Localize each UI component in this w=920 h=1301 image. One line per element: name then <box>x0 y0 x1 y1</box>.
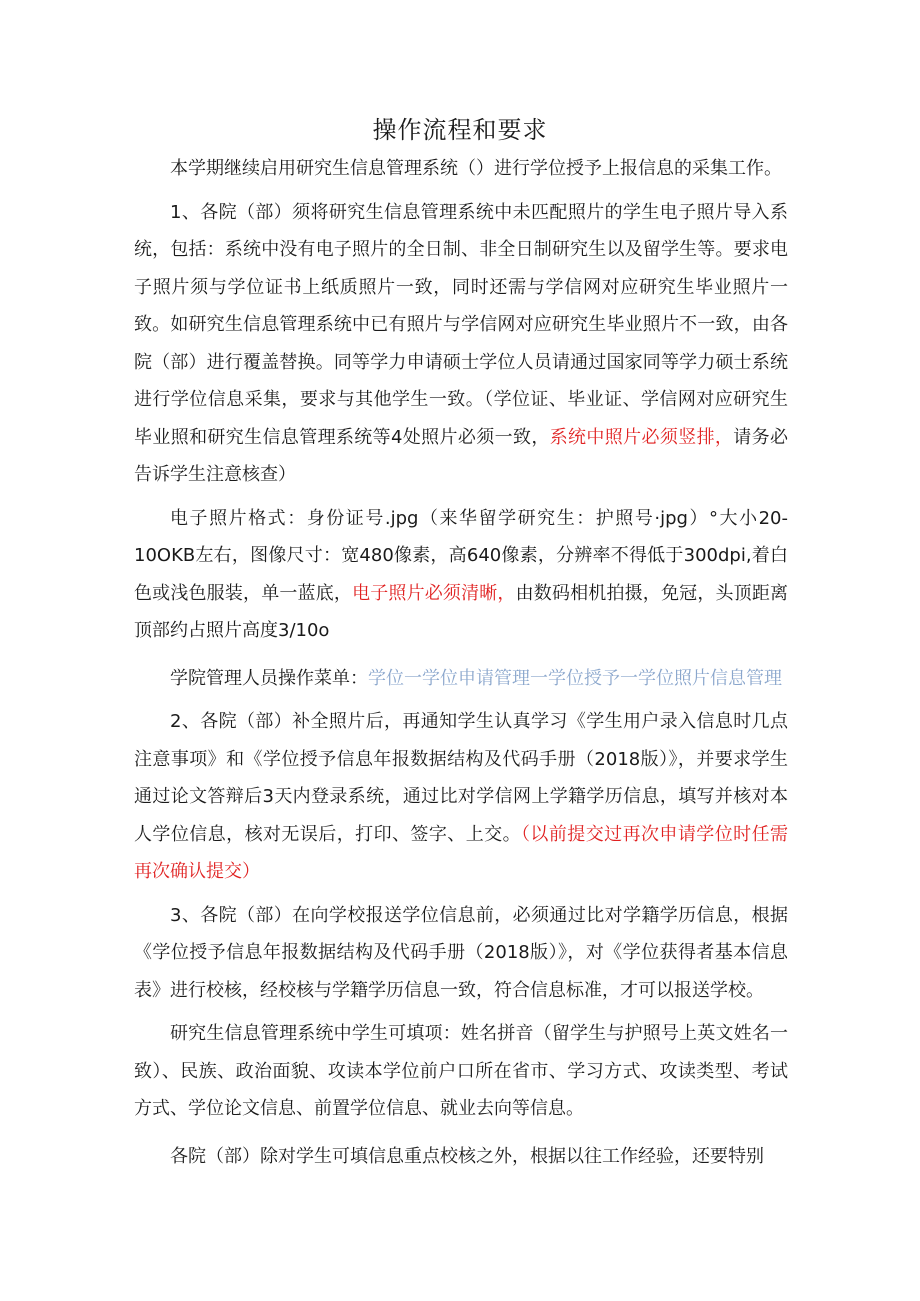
menu-label: 学院管理人员操作菜单： <box>170 667 368 689</box>
intro-paragraph: 本学期继续启用研究生信息管理系统（）进行学位授予上报信息的采集工作。 <box>170 158 782 179</box>
paragraph-1-text: 1、各院（部）须将研究生信息管理系统中未匹配照片的学生电子照片导入系统，包括：系统中没有电子照片的全日制、非全日制研究生以及留学生等。要求电子照片须与学位证书上纸质照片一致，同时还需与学信网对应研究生毕业照片一致。如研究生信息管理系统中已有照片与学信网对应研究生毕业照片不一致，由各院（部）进行覆盖替换。同等学力申请硕士学位人员请通过国家同等学力硕士系统进行学位信息采集，要求与其他学生一致。（学位证、毕业证、学信网对应研究生毕业照和研究生信息管理系统等4处照片必须一致， <box>134 201 788 448</box>
paragraph-4: 研究生信息管理系统中学生可填项：姓名拼音（留学生与护照号上英文姓名一致）、民族、政治面貌、攻读本学位前户口所在省市、学习方式、攻读类型、考试方式、学位论文信息、前置学位信息、就业去向等信息。 <box>134 1023 788 1119</box>
photo-format-highlight: 电子照片必须清晰， <box>352 582 516 604</box>
paragraph-1-highlight: 系统中照片必须竖排， <box>549 426 734 448</box>
photo-format-paragraph <box>134 500 788 650</box>
photo-format-text: 电子照片格式：身份证号.jpg（来华留学研究生：护照号·jpg）°大小20-10OKB左右，图像尺寸：宽480像素，高640像素，分辨率不得低于300dpi,着白色或浅色服装，单一蓝底， <box>134 507 788 604</box>
paragraph-2-highlight: （以前提交过再次申请学位时任需再次确认提交） <box>134 823 788 882</box>
paragraph-2-text: 2、各院（部）补全照片后，再通知学生认真学习《学生用户录入信息时几点注意事项》和《学位授予信息年报数据结构及代码手册（2018版）》，并要求学生通过论文答辩后3天内登录系统，通过比对学信网上学籍学历信息，填写并核对本人学位信息，核对无误后，打印、签字、上交。 <box>134 711 788 845</box>
paragraph-2 <box>134 703 788 891</box>
photo-format-tail: 由数码相机拍摄，免冠，头顶距离顶部约占照片高度3/10o <box>134 582 789 641</box>
paragraph-3: 3、各院（部）在向学校报送学位信息前，必须通过比对学籍学历信息，根据《学位授予信息年报数据结构及代码手册（2018版）》，对《学位获得者基本信息表》进行校核，经校核与学籍学历信息一致，符合信息标准，才可以报送学校。 <box>134 904 788 1001</box>
paragraph-5: 各院（部）除对学生可填信息重点校核之外，根据以往工作经验，还要特别 <box>170 1145 764 1167</box>
page-title: 操作流程和要求 <box>372 116 548 144</box>
menu-path: 学位一学位申请管理一学位授予一学位照片信息管理 <box>368 667 782 689</box>
document-body <box>134 150 788 1175</box>
menu-paragraph <box>134 660 788 698</box>
paragraph-1-tail: 请务必告诉学生注意核查） <box>134 426 789 485</box>
paragraph-1 <box>134 194 788 494</box>
